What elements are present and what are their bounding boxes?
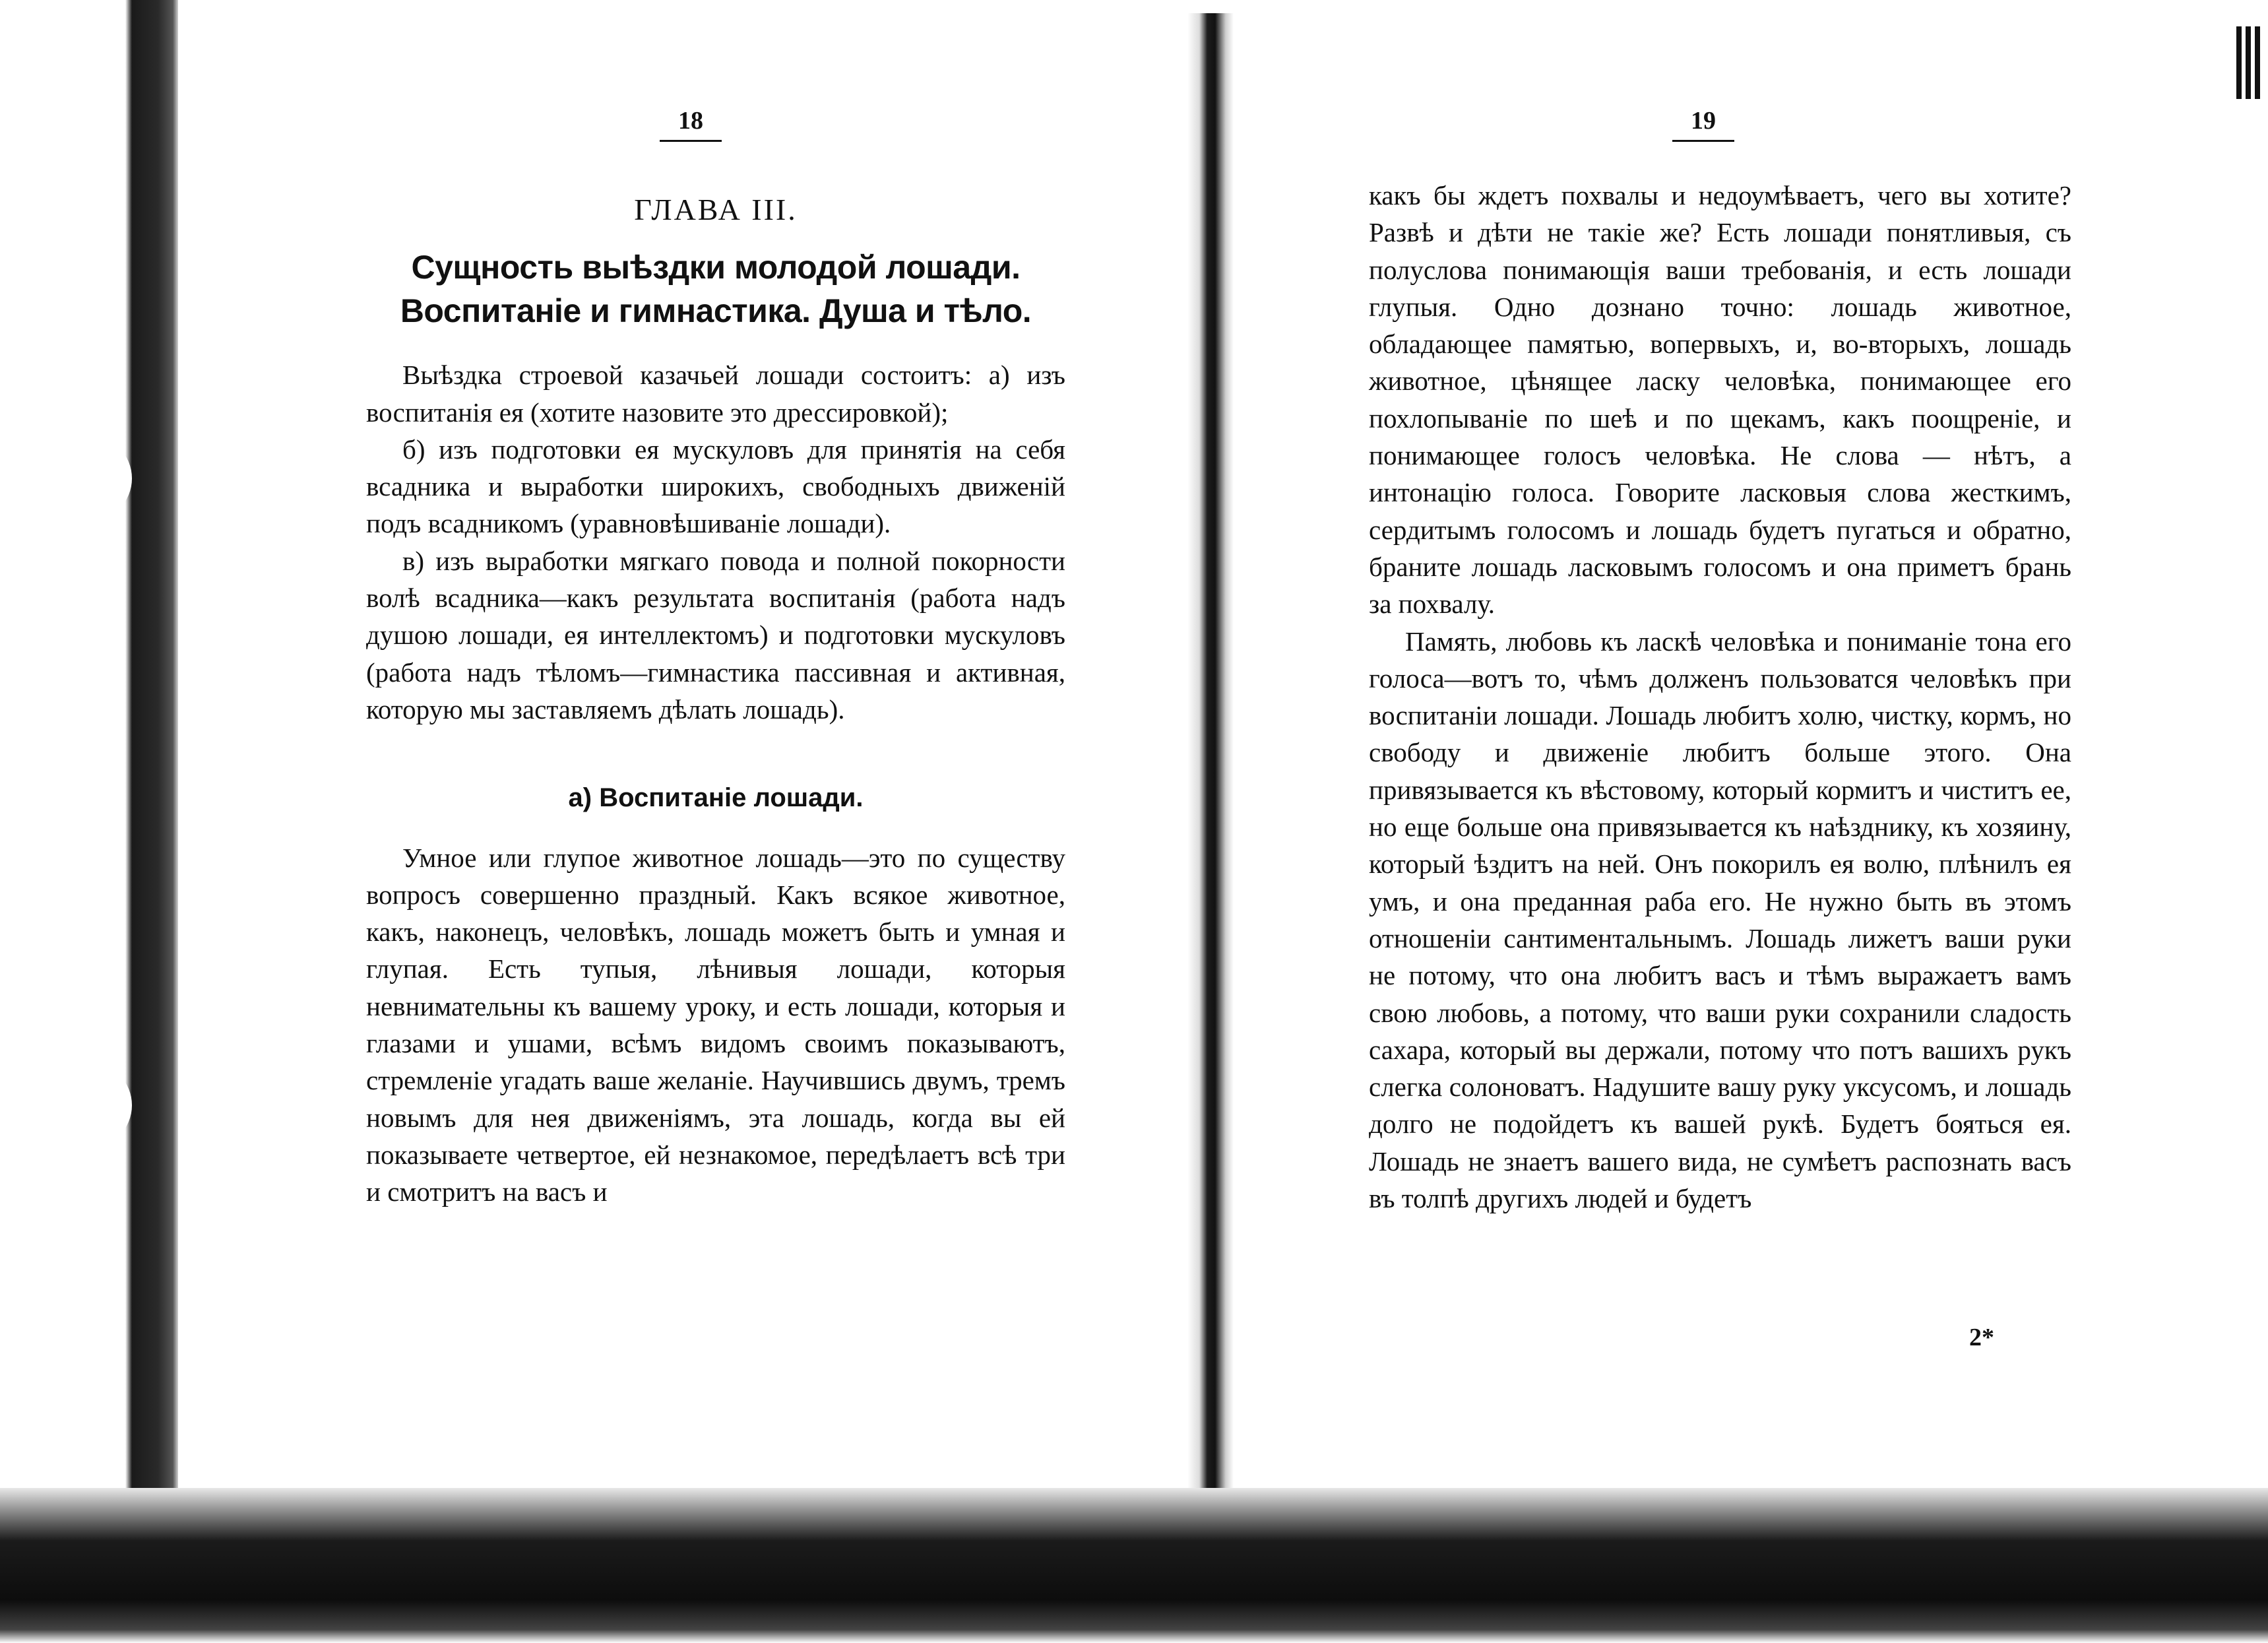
signature-mark: 2* xyxy=(1969,1324,1994,1351)
paragraph: Память, любовь къ ласкѣ человѣка и пониманіе тона его голоса—вотъ то, чѣмъ долженъ пользоватся человѣкъ при воспитаніи лошади. Лошадь любитъ холю, чистку, кормъ, но свободу и движеніе любитъ больше этого. Она привязывается къ вѣстовому, который кормитъ и чиститъ ее, но еще больше она привязывается къ наѣзднику, къ хозяину, который ѣздитъ на ней. Онъ покорилъ ея волю, плѣнилъ ея умъ, и она преданная раба его. Не нужно быть въ этомъ отношеніи сантиментальнымъ. Лошадь лижетъ ваши руки не потому, что она любитъ васъ и тѣмъ выражаетъ вамъ свою любовь, а потому, что ваши руки сохранили сладость сахара, который вы держали, потому что потъ вашихъ рукъ слегка солоноватъ. Надушите вашу руку уксусомъ, и лошадь долго не подойдетъ къ вашей рукѣ. Будетъ бояться ея. Лошадь не знаетъ вашего вида, не сумѣетъ распознать васъ въ толпѣ другихъ людей и будетъ xyxy=(1369,626,2071,1214)
book-gutter xyxy=(1187,13,1234,1504)
chapter-heading: ГЛАВА III. xyxy=(634,193,798,226)
right-page xyxy=(1369,106,2071,1217)
punch-hole xyxy=(46,1062,132,1148)
paragraph: б) изъ подготовки ея мускуловъ для принятія на себя всадника и выработки широкихъ, свободныхъ движеній подъ всадникомъ (уравновѣшиваніе лошади). xyxy=(366,434,1065,539)
chapter-title: Сущность выѣздки молодой лошади. Воспитаніе и гимнастика. Душа и тѣло. xyxy=(400,249,1032,330)
paragraph: в) изъ выработки мягкаго повода и полной покорности волѣ всадника—какъ результата воспитанія (работа надъ душою лошади, ея интеллектомъ) и подготовки мускуловъ (работа надъ тѣломъ—гимнастика пассивная и активная, которую мы заставляемъ дѣлать лошадь). xyxy=(366,545,1065,725)
paragraph: какъ бы ждетъ похвалы и недоумѣваетъ, чего вы хотите? Развѣ и дѣти не такіе же? Есть лошади понятливыя, съ полуслова понимающія ваши требованія, и есть лошади глупыя. Одно дознано точно: лошадь животное, обладающее памятью, вопервыхъ, и, во-вторыхъ, лошадь животное, цѣнящее ласку человѣка, понимающее его похлопываніе по шеѣ и по щекамъ, какъ поощреніе, и понимающее голосъ человѣка. Не слова — нѣтъ, а интонацію голоса. Говорите ласковыя слова жесткимъ, сердитымъ голосомъ и лошадь будетъ пугаться и обратно, браните лошадь ласковымъ голосомъ и она приметъ брань за похвалу. xyxy=(1369,180,2071,620)
scan-bottom-edge xyxy=(0,1488,2268,1643)
page-number-right: 19 xyxy=(1672,106,1734,142)
paragraph: Умное или глупое животное лошадь—это по существу вопросъ совершенно праздный. Какъ всякое животное, какъ, наконецъ, человѣкъ, лошадь можетъ быть и умная и глупая. Есть тупыя, лѣнивыя лошади, которыя невнимательны къ вашему уроку, и есть лошади, которыя и глазами и ушами, всѣмъ видомъ своимъ показываютъ, стремленіе угадать ваше желаніе. Научившись двумъ, тремъ новымъ для нея движеніямъ, эта лошадь, когда вы ей показываете четвертое, ей незнакомое, передѣлаетъ всѣ три и смотритъ на васъ и xyxy=(366,842,1065,1208)
scan-left-edge xyxy=(0,0,178,1643)
section-heading: а) Воспитаніе лошади. xyxy=(568,783,864,813)
page-number-left: 18 xyxy=(660,106,722,142)
scan-right-mark xyxy=(2236,26,2260,99)
paragraph: Выѣздка строевой казачьей лошади состоитъ: а) изъ воспитанія ея (хотите назовите это дрессировкой); xyxy=(366,360,1065,428)
left-page xyxy=(366,106,1065,1211)
punch-hole xyxy=(46,435,132,521)
